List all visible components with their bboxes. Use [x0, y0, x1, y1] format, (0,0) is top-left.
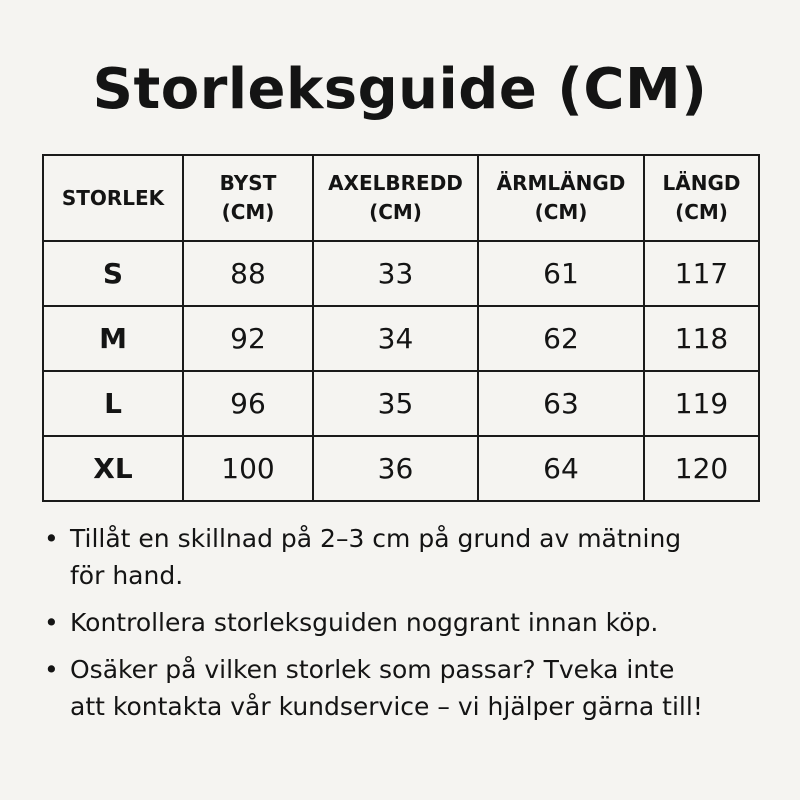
list-item — [44, 604, 764, 641]
size-cell: S — [43, 241, 183, 306]
length-cell: 118 — [644, 306, 759, 371]
size-cell: L — [43, 371, 183, 436]
size-table — [42, 154, 760, 502]
note-line: Osäker på vilken storlek som passar? Tveka inte — [70, 655, 675, 684]
page-title: Storleksguide (CM) — [92, 57, 708, 122]
header-length — [644, 155, 759, 241]
sleeve-length-cell: 62 — [478, 306, 644, 371]
sleeve-length-cell: 63 — [478, 371, 644, 436]
note-line: att kontakta vår kundservice – vi hjälper gärna till! — [70, 692, 703, 721]
bullet-icon: • — [44, 608, 59, 637]
header-size — [43, 155, 183, 241]
bullet-icon: • — [44, 655, 59, 684]
header-shoulder-width-label: AXELBREDD — [328, 171, 463, 195]
shoulder-width-cell: 35 — [313, 371, 478, 436]
length-cell: 120 — [644, 436, 759, 501]
header-length-unit: (CM) — [675, 200, 728, 224]
table-row — [43, 306, 759, 371]
header-bust-label: BYST — [219, 171, 277, 195]
table-row — [43, 436, 759, 501]
header-size-label: STORLEK — [61, 185, 165, 210]
bust-cell: 100 — [183, 436, 313, 501]
table-row — [43, 241, 759, 306]
bust-cell: 92 — [183, 306, 313, 371]
note-line: Tillåt en skillnad på 2–3 cm på grund av mätning — [70, 524, 682, 553]
header-length-label: LÄNGD — [662, 171, 741, 195]
header-sleeve-length-unit: (CM) — [534, 200, 588, 224]
sleeve-length-cell: 64 — [478, 436, 644, 501]
shoulder-width-cell: 34 — [313, 306, 478, 371]
bullet-icon: • — [44, 524, 59, 553]
header-bust-unit: (CM) — [221, 200, 275, 224]
table-header-row — [43, 155, 759, 241]
notes-list — [44, 520, 764, 735]
header-shoulder-width — [313, 155, 478, 241]
bust-cell: 88 — [183, 241, 313, 306]
header-sleeve-length-label: ÄRMLÄNGD — [496, 171, 626, 195]
bust-cell: 96 — [183, 371, 313, 436]
size-cell: M — [43, 306, 183, 371]
length-cell: 117 — [644, 241, 759, 306]
table-row — [43, 371, 759, 436]
size-cell: XL — [43, 436, 183, 501]
length-cell: 119 — [644, 371, 759, 436]
header-bust — [183, 155, 313, 241]
shoulder-width-cell: 36 — [313, 436, 478, 501]
header-sleeve-length — [478, 155, 644, 241]
list-item — [44, 520, 764, 594]
list-item — [44, 651, 764, 725]
shoulder-width-cell: 33 — [313, 241, 478, 306]
note-line: Kontrollera storleksguiden noggrant innan köp. — [70, 608, 659, 637]
note-line: för hand. — [70, 561, 184, 590]
sleeve-length-cell: 61 — [478, 241, 644, 306]
header-shoulder-width-unit: (CM) — [369, 200, 422, 224]
